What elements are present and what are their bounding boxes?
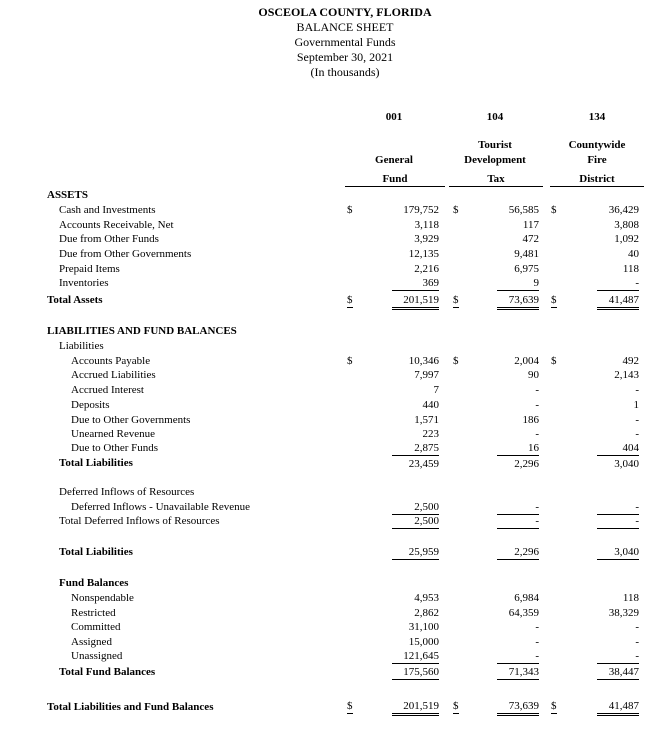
value-cell: 3,808 [614,219,639,231]
value-cell: 9 [497,277,539,291]
value-cell: 7 [433,384,439,396]
dollar-sign: $ [551,355,557,367]
report-county: OSCEOLA COUNTY, FLORIDA [258,5,432,19]
dollar-sign: $ [453,294,459,306]
report-date: September 30, 2021 [296,50,394,64]
dollar-sign: $ [551,204,557,216]
report-units: (In thousands) [310,65,380,79]
grand-total-label: Total Liabilities and Fund Balances [47,701,214,713]
value-cell: 369 [392,277,439,291]
dollar-sign: $ [453,204,459,216]
row-label: Due to Other Governments [71,414,191,426]
value-cell: 12,135 [408,248,439,260]
report-funds-type: Governmental Funds [294,35,396,49]
value-cell: - [535,384,539,396]
total-liabilities-2-label: Total Liabilities [59,546,133,558]
liabilities-heading: LIABILITIES AND FUND BALANCES [47,325,237,337]
row-label: Prepaid Items [59,263,120,275]
col-general-name2: General [375,154,413,166]
total-value-cell: 3,040 [597,546,639,560]
row-label: Accounts Receivable, Net [59,219,174,231]
value-cell: 1 [633,399,639,411]
col-general-rule [345,186,445,187]
value-cell: 1,571 [414,414,439,426]
value-cell: 118 [622,263,639,275]
row-label: Inventories [59,277,109,289]
total-value-cell: 41,487 [597,294,639,310]
row-label: Accounts Payable [71,355,151,367]
total-value-cell: 2,296 [497,546,539,560]
total-value-cell: 73,639 [497,700,539,716]
col-tdt-code: 104 [486,111,504,123]
total-fund-balances-label: Total Fund Balances [59,666,156,678]
value-cell: 121,645 [392,650,439,664]
row-label: Due from Other Funds [59,233,159,245]
dollar-sign: $ [347,700,353,712]
row-label: Deposits [71,399,110,411]
value-cell: 64,359 [508,607,539,619]
row-label: Accrued Interest [71,384,144,396]
value-cell: 36,429 [608,204,639,216]
value-cell: 492 [622,355,639,367]
value-cell: 15,000 [408,636,439,648]
value-cell: - [635,414,639,426]
value-cell: 3,929 [414,233,439,245]
value-cell: 90 [528,369,539,381]
row-label: Unearned Revenue [71,428,155,440]
total-value-cell: 201,519 [392,294,439,310]
total-value-cell: 41,487 [597,700,639,716]
col-fire-code: 134 [588,111,606,123]
value-cell: 1,092 [614,233,639,245]
value-cell: 440 [422,399,439,411]
value-cell: 186 [522,414,539,426]
value-cell: - [635,384,639,396]
total-value-cell: 73,639 [497,294,539,310]
value-cell: 179,752 [403,204,439,216]
value-cell: 10,346 [408,355,439,367]
total-value-cell: - [497,515,539,529]
value-cell: 472 [522,233,539,245]
value-cell: 7,997 [414,369,439,381]
col-fire-name2: Fire [587,154,607,166]
total-assets-label: Total Assets [47,294,103,306]
row-label: Committed [71,621,121,633]
row-label: Due from Other Governments [59,248,192,260]
row-label: Nonspendable [71,592,134,604]
row-label: Deferred Inflows - Unavailable Revenue [71,501,250,513]
row-label: Unassigned [71,650,123,662]
value-cell: 40 [628,248,639,260]
col-tdt-name3: Tax [487,173,505,185]
value-cell: 38,329 [608,607,639,619]
row-label: Due to Other Funds [71,442,159,454]
row-label: Accrued Liabilities [71,369,156,381]
value-cell: 2,500 [392,501,439,515]
total-value-cell: 2,296 [514,458,539,470]
total-value-cell: 38,447 [597,666,639,680]
value-cell: 9,481 [514,248,539,260]
total-value-cell: 175,560 [392,666,439,680]
value-cell: - [635,636,639,648]
dollar-sign: $ [551,294,557,306]
total-value-cell: - [597,515,639,529]
row-label: Cash and Investments [59,204,156,216]
col-tdt-name1: Tourist [478,139,512,151]
value-cell: 404 [597,442,639,456]
col-tdt-name2: Development [464,154,526,166]
col-fire-rule [550,186,644,187]
col-general-name3: Fund [382,173,408,185]
dollar-sign: $ [347,355,353,367]
dollar-sign: $ [551,700,557,712]
value-cell: - [635,428,639,440]
value-cell: - [535,428,539,440]
dollar-sign: $ [347,294,353,306]
total-value-cell: 201,519 [392,700,439,716]
total-value-cell: 71,343 [497,666,539,680]
total-value-cell: 2,500 [392,515,439,529]
row-label: Assigned [71,636,112,648]
value-cell: 2,143 [614,369,639,381]
assets-heading: ASSETS [47,189,88,201]
value-cell: 117 [522,219,539,231]
value-cell: - [497,650,539,664]
value-cell: - [597,501,639,515]
value-cell: 223 [422,428,439,440]
value-cell: 2,004 [514,355,539,367]
total-value-cell: 23,459 [408,458,439,470]
row-label: Restricted [71,607,116,619]
value-cell: 31,100 [408,621,439,633]
col-general-code: 001 [385,111,403,123]
value-cell: 6,975 [514,263,539,275]
col-fire-name1: Countywide [568,139,626,151]
value-cell: 3,118 [414,219,439,231]
value-cell: 4,953 [414,592,439,604]
value-cell: - [497,501,539,515]
value-cell: - [535,621,539,633]
fund-balances-heading: Fund Balances [59,577,129,589]
value-cell: - [597,277,639,291]
dollar-sign: $ [453,700,459,712]
total-deferred-label: Total Deferred Inflows of Resources [59,515,220,527]
value-cell: 56,585 [508,204,539,216]
total-value-cell: 25,959 [392,546,439,560]
report-statement: BALANCE SHEET [296,20,394,34]
value-cell: 16 [497,442,539,456]
value-cell: - [535,636,539,648]
value-cell: 2,862 [414,607,439,619]
value-cell: 2,875 [392,442,439,456]
value-cell: - [597,650,639,664]
value-cell: 2,216 [414,263,439,275]
col-tdt-rule [449,186,543,187]
value-cell: - [535,399,539,411]
deferred-heading: Deferred Inflows of Resources [59,486,195,498]
value-cell: 6,984 [514,592,539,604]
total-value-cell: 3,040 [614,458,639,470]
liabilities-subheading: Liabilities [59,340,104,352]
value-cell: - [635,621,639,633]
dollar-sign: $ [347,204,353,216]
dollar-sign: $ [453,355,459,367]
value-cell: 118 [622,592,639,604]
col-fire-name3: District [579,173,615,185]
total-liabilities-label: Total Liabilities [59,457,133,469]
